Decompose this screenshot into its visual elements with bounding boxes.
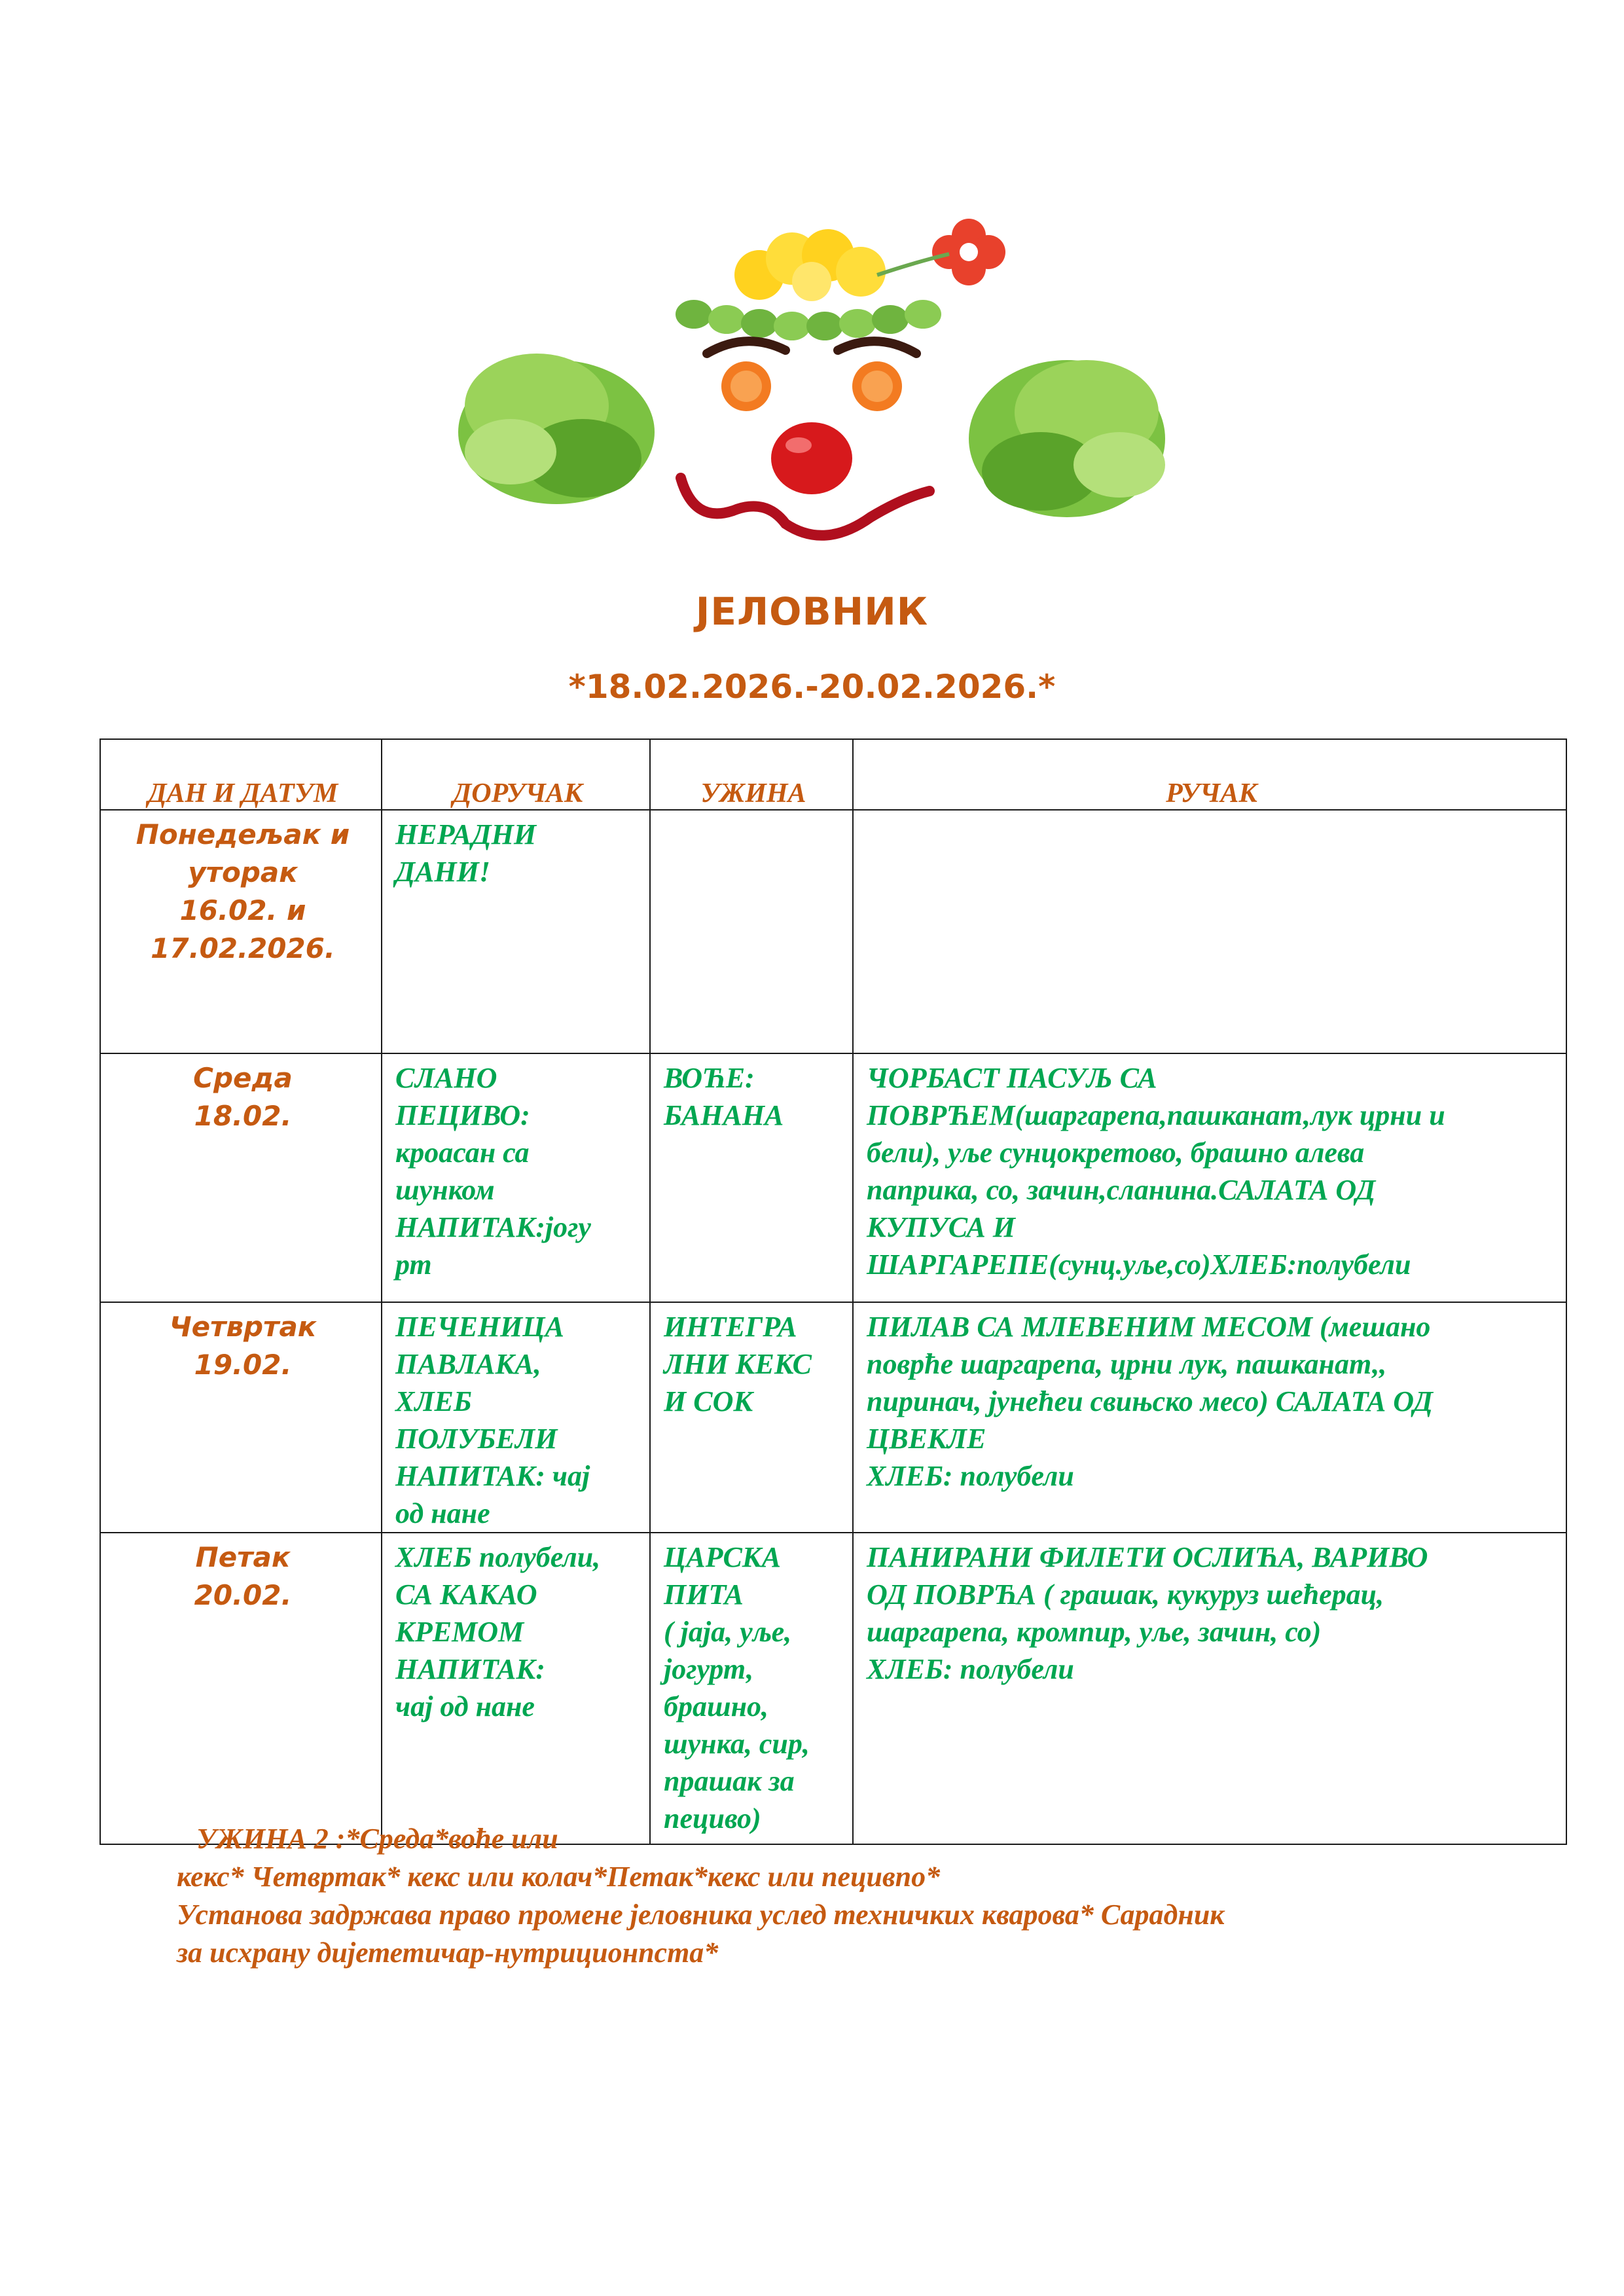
snack-cell: ВОЋЕ: БАНАНА [664,1062,784,1131]
day-cell: Среда 18.02. [193,1062,293,1132]
lunch-cell: ПАНИРАНИ ФИЛЕТИ ОСЛИЋА, ВАРИВО ОД ПОВРЋА ( грашак, кукуруз шећерац, шаргарепа, кромпир, уље, зачин, со) ХЛЕБ: полубели [867,1541,1428,1685]
footnote-line: за исхрану дијететичар-нутриционпста* [177,1937,719,1969]
snack-cell: ИНТЕГРА ЛНИ КЕКС И СОК [664,1311,812,1417]
table-row [100,810,1566,1053]
lettuce-left-icon [458,354,655,504]
footnote-line: Установа задржава право промене јеловника услед техничких кварова* Сарадник [177,1899,1225,1931]
lemon-hat-icon [734,229,886,301]
snack-cell: ЦАРСКА ПИТА ( јаја, уље, јогурт, брашно, шунка, сир, прашак за пециво) [664,1541,810,1834]
breakfast-cell: НЕРАДНИ ДАНИ! [395,818,537,888]
table-row [100,1302,1566,1533]
day-cell: Петак 20.02. [194,1541,292,1611]
column-header-lunch: РУЧАК [853,739,1566,810]
footnotes [177,1820,1506,1972]
table-row [100,1533,1566,1844]
tomato-nose-icon [771,422,852,494]
menu-table [99,738,1567,1845]
footnote-line: кекс* Четвртак* кекс или колач*Петак*кекс или пецивпо* [177,1861,941,1893]
vegetable-clown-face-image [458,183,1165,589]
right-eyebrow-icon [838,341,916,354]
date-range: *18.02.2026.-20.02.2026.* [568,668,1056,706]
lunch-cell: ЧОРБАСТ ПАСУЉ СА ПОВРЋЕМ(шаргарепа,пашканат,лук црни и бели), уље сунцокретово, брашно алева паприка, со, зачин,сланина.САЛАТА ОД КУПУСА И ШАРГАРЕПЕ(сунц.уље,со)ХЛЕБ:полубели [867,1062,1445,1281]
breakfast-cell: ХЛЕБ полубели, СА КАКАО КРЕМОМ НАПИТАК: чај од нане [395,1541,601,1722]
column-header-breakfast: ДОРУЧАК [382,739,650,810]
day-cell: Понедељак и уторак 16.02. и 17.02.2026. [135,818,350,964]
left-eyebrow-icon [707,341,785,354]
cucumber-brim-icon [676,300,941,340]
table-header-row [100,739,1566,810]
lunch-cell: ПИЛАВ СА МЛЕВЕНИМ МЕСОМ (мешано поврће шаргарепа, црни лук, пашканат,, пиринач, јунећеи свињско месо) САЛАТА ОД ЦВЕКЛЕ ХЛЕБ: полубели [867,1311,1433,1492]
column-header-snack: УЖИНА [650,739,853,810]
footnote-line: УЖИНА 2 :*Среда*воће или [196,1823,558,1855]
breakfast-cell: ПЕЧЕНИЦА ПАВЛАКА, ХЛЕБ ПОЛУБЕЛИ НАПИТАК: чај од нане [395,1311,590,1529]
column-header-day: ДАН И ДАТУМ [100,739,382,810]
day-cell: Четвртак 19.02. [169,1311,317,1381]
lettuce-right-icon [969,360,1165,517]
table-row [100,1053,1566,1302]
strawberry-flower-icon [877,219,1005,285]
page-title: ЈЕЛОВНИК [695,589,929,634]
breakfast-cell: СЛАНО ПЕЦИВО: кроасан са шунком НАПИТАК:јогу рт [395,1062,591,1281]
